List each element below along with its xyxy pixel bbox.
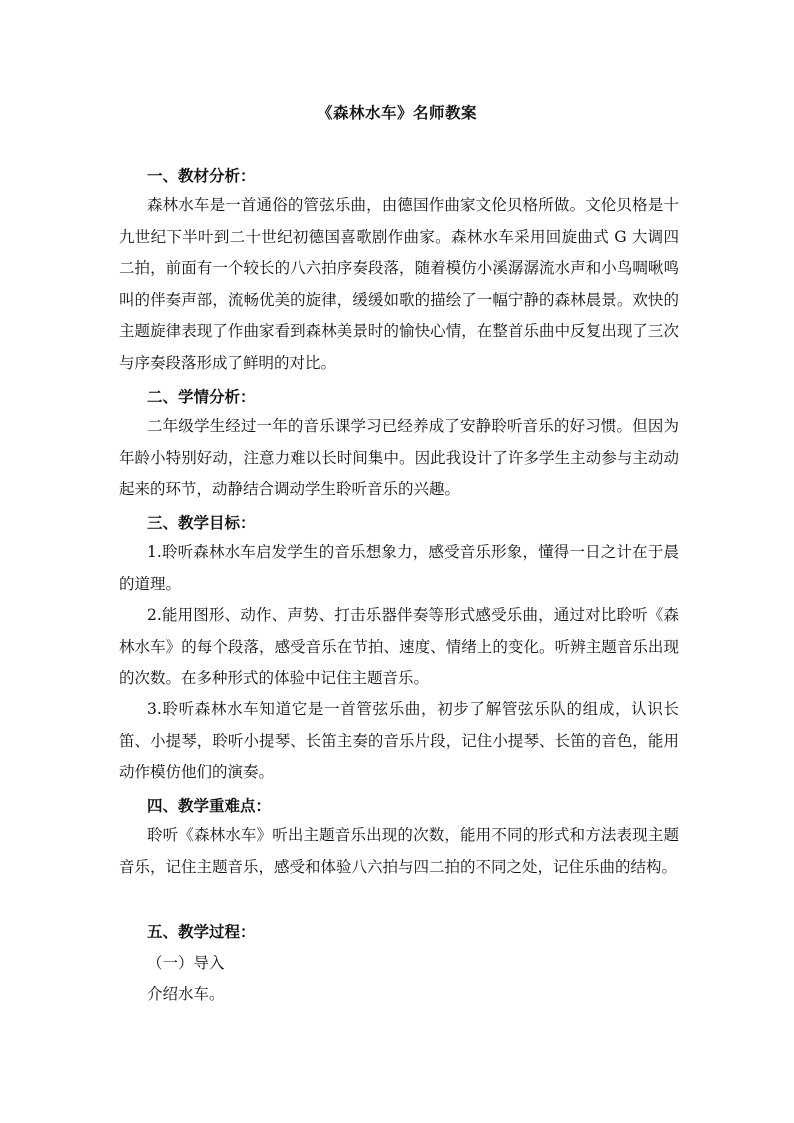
section-heading-2: 二、学情分析： <box>147 387 256 406</box>
section-1-paragraph-1: 森林水车是一首通俗的管弦乐曲，由德国作曲家文伦贝格所做。文伦贝格是十九世纪下半叶到二十世纪初德国喜歌剧作曲家。森林水车采用回旋曲式 G 大调四二拍，前面有一个较长的八六拍序奏段落，随着模仿小溪潺潺流水声和小鸟啁啾鸣叫的伴奏声部，流畅优美的旋律，缓缓如歌的描绘了一幅宁静的森林晨景。欢快的主题旋律表现了作曲家看到森林美景时的愉快心情，在整首乐曲中反复出现了三次与序奏段落形成了鲜明的对比。 <box>119 196 679 372</box>
section-heading-1: 一、教材分析： <box>147 166 256 185</box>
section-heading-3: 三、教学目标： <box>147 513 256 532</box>
section-3-paragraph-3: 3.聆听森林水车知道它是一首管弦乐曲，初步了解管弦乐队的组成，认识长笛、小提琴，聆听小提琴、长笛主奏的音乐片段，记住小提琴、长笛的音色，能用动作模仿他们的演奏。 <box>119 700 679 781</box>
final-line: 介绍水车。 <box>147 985 225 1003</box>
page-title: 《森林水车》名师教案 <box>316 103 477 122</box>
section-heading-5: 五、教学过程： <box>147 922 256 941</box>
section-4-paragraph-1: 聆听《森林水车》听出主题音乐出现的次数，能用不同的形式和方法表现主题音乐，记住主题音乐，感受和体验八六拍与四二拍的不同之处，记住乐曲的结构。 <box>119 826 679 876</box>
subsection-heading: （一）导入 <box>147 954 225 972</box>
section-3-paragraph-2: 2.能用图形、动作、声势、打击乐器伴奏等形式感受乐曲，通过对比聆听《森林水车》的每个段落，感受音乐在节拍、速度、情绪上的变化。听辨主题音乐出现的次数。在多种形式的体验中记住主题音乐。 <box>119 606 679 687</box>
section-3-paragraph-1: 1.聆听森林水车启发学生的音乐想象力，感受音乐形象，懂得一日之计在于晨的道理。 <box>119 543 679 593</box>
section-heading-4: 四、教学重难点： <box>147 796 272 815</box>
section-2-paragraph-1: 二年级学生经过一年的音乐课学习已经养成了安静聆听音乐的好习惯。但因为年龄小特别好动，注意力难以长时间集中。因此我设计了许多学生主动参与主动动起来的环节，动静结合调动学生聆听音乐的兴趣。 <box>119 417 679 498</box>
